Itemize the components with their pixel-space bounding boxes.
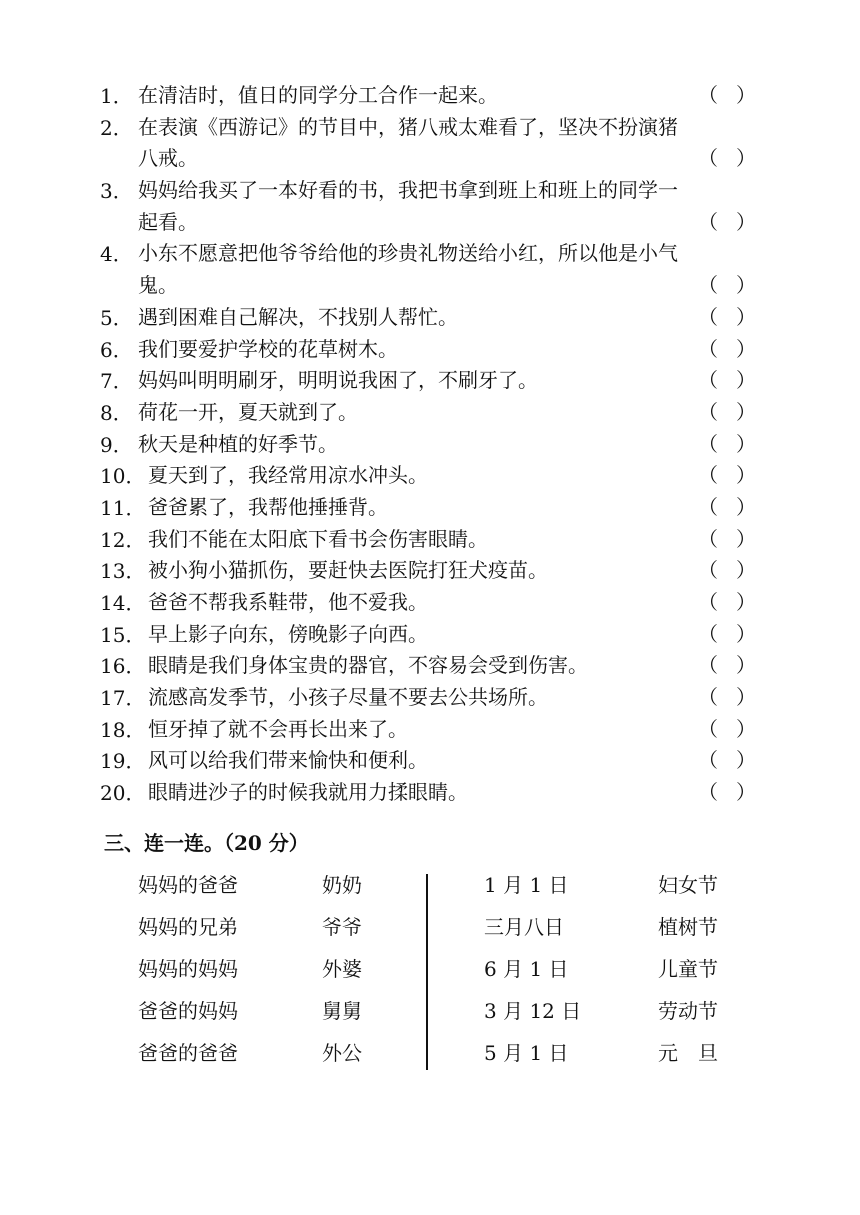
item-number: 20． [100, 781, 146, 806]
answer-blank[interactable] [698, 429, 756, 461]
date-cell[interactable]: 5 月 1 日 [484, 1041, 569, 1065]
item-text: 小东不愿意把他爷爷给他的珍贵礼物送给小红，所以他是小气 [138, 241, 678, 266]
answer-blank[interactable] [698, 302, 756, 334]
paren-open: （ [698, 273, 718, 298]
paren-open: （ [698, 83, 718, 107]
paren-close: ） [736, 304, 756, 329]
item-number: 11． [100, 495, 146, 520]
judgement-item [100, 745, 760, 777]
item-text: 眼睛是我们身体宝贵的器官，不容易会受到伤害。 [148, 653, 588, 678]
relation-cell[interactable]: 妈妈的爸爸 [138, 873, 238, 897]
judgement-item [100, 112, 760, 175]
item-number: 10． [100, 464, 146, 489]
item-number: 2． [100, 115, 133, 140]
relation-cell[interactable]: 爸爸的妈妈 [138, 999, 238, 1023]
answer-blank[interactable] [698, 619, 756, 651]
paren-open: （ [698, 748, 718, 773]
item-text: 起看。 [138, 209, 198, 234]
date-cell[interactable]: 3 月 12 日 [484, 999, 582, 1023]
festival-cell[interactable]: 植树节 [658, 915, 718, 939]
answer-blank[interactable] [698, 80, 756, 112]
date-column [484, 864, 581, 1074]
paren-close: ） [736, 463, 756, 488]
festival-cell[interactable]: 妇女节 [658, 873, 718, 897]
column-divider [426, 874, 428, 1070]
judgement-item [100, 777, 760, 809]
item-number: 19． [100, 749, 146, 774]
answer-blank[interactable] [698, 524, 756, 556]
item-text: 妈妈给我买了一本好看的书，我把书拿到班上和班上的同学一 [138, 178, 678, 203]
judgement-item [100, 524, 760, 556]
paren-open: （ [698, 399, 718, 424]
item-text: 风可以给我们带来愉快和便利。 [148, 748, 428, 773]
item-text: 夏天到了，我经常用凉水冲头。 [148, 463, 428, 488]
judgement-list [100, 80, 760, 809]
paren-open: （ [698, 494, 718, 519]
judgement-item [100, 365, 760, 397]
paren-close: ） [736, 558, 756, 583]
answer-blank[interactable] [698, 460, 756, 492]
judgement-item [100, 429, 760, 461]
item-number: 12． [100, 527, 146, 552]
answer-blank[interactable] [698, 745, 756, 777]
matching-exercise [138, 864, 758, 1074]
paren-open: （ [698, 431, 718, 456]
item-text: 早上影子向东，傍晚影子向西。 [148, 621, 428, 646]
judgement-item [100, 238, 760, 301]
item-text: 我们要爱护学校的花草树木。 [138, 336, 398, 361]
paren-close: ） [736, 83, 756, 107]
answer-blank[interactable] [698, 777, 756, 809]
answer-blank[interactable] [698, 682, 756, 714]
paren-close: ） [736, 621, 756, 646]
paren-open: （ [698, 716, 718, 741]
item-text: 遇到困难自己解决，不找别人帮忙。 [138, 304, 458, 329]
item-number: 17． [100, 686, 146, 711]
festival-cell[interactable]: 劳动节 [658, 999, 718, 1023]
item-text: 妈妈叫明明刷牙，明明说我困了，不刷牙了。 [138, 368, 538, 393]
item-text: 秋天是种植的好季节。 [138, 431, 338, 456]
paren-close: ） [736, 590, 756, 614]
paren-close: ） [736, 399, 756, 424]
judgement-item [100, 492, 760, 524]
item-number: 5． [100, 305, 133, 330]
answer-blank[interactable] [698, 270, 756, 302]
paren-close: ） [736, 336, 756, 361]
paren-open: （ [698, 209, 718, 234]
paren-open: （ [698, 590, 718, 614]
item-text: 爸爸累了，我帮他捶捶背。 [148, 494, 388, 519]
paren-open: （ [698, 304, 718, 329]
item-number: 3． [100, 179, 133, 204]
judgement-item [100, 714, 760, 746]
paren-close: ） [736, 209, 756, 234]
judgement-item [100, 175, 760, 238]
paren-open: （ [698, 558, 718, 583]
kinship-title-column [322, 864, 362, 1074]
item-number: 9． [100, 432, 133, 457]
item-number: 4． [100, 242, 133, 267]
paren-close: ） [736, 780, 756, 805]
item-number: 18． [100, 717, 146, 742]
judgement-item [100, 397, 760, 429]
paren-close: ） [736, 368, 756, 393]
item-text: 荷花一开，夏天就到了。 [138, 399, 358, 424]
date-cell[interactable]: 6 月 1 日 [484, 957, 569, 981]
judgement-item [100, 587, 760, 619]
paren-open: （ [698, 336, 718, 361]
item-number: 7． [100, 369, 133, 394]
answer-blank[interactable] [698, 334, 756, 366]
kinship-title-cell[interactable]: 舅舅 [322, 999, 362, 1023]
item-text: 恒牙掉了就不会再长出来了。 [148, 716, 408, 741]
relation-cell[interactable]: 妈妈的妈妈 [138, 957, 238, 981]
paren-close: ） [736, 685, 756, 710]
section-title: 三、连一连。（20 分） [104, 831, 309, 855]
paren-close: ） [736, 146, 756, 171]
festival-cell[interactable]: 儿童节 [658, 957, 718, 981]
item-text: 我们不能在太阳底下看书会伤害眼睛。 [148, 526, 488, 551]
judgement-item [100, 619, 760, 651]
paren-close: ） [736, 748, 756, 773]
paren-close: ） [736, 273, 756, 298]
paren-open: （ [698, 526, 718, 551]
item-text: 在清洁时，值日的同学分工合作一起来。 [138, 83, 498, 107]
judgement-item [100, 80, 760, 112]
paren-close: ） [736, 494, 756, 519]
item-text: 鬼。 [138, 273, 178, 298]
answer-blank[interactable] [698, 492, 756, 524]
item-number: 8． [100, 400, 133, 425]
kinship-title-cell[interactable]: 爷爷 [322, 915, 362, 939]
paren-open: （ [698, 621, 718, 646]
relation-cell[interactable]: 爸爸的爸爸 [138, 1041, 238, 1065]
answer-blank[interactable] [698, 555, 756, 587]
item-number: 6． [100, 337, 133, 362]
paren-open: （ [698, 653, 718, 678]
date-cell[interactable]: 三月八日 [484, 915, 564, 939]
item-text: 眼睛进沙子的时候我就用力揉眼睛。 [148, 780, 468, 805]
answer-blank[interactable] [698, 365, 756, 397]
judgement-item [100, 302, 760, 334]
answer-blank[interactable] [698, 714, 756, 746]
item-number: 14． [100, 591, 146, 615]
item-text: 流感高发季节，小孩子尽量不要去公共场所。 [148, 685, 548, 710]
item-text: 被小狗小猫抓伤，要赶快去医院打狂犬疫苗。 [148, 558, 548, 583]
paren-open: （ [698, 368, 718, 393]
judgement-item [100, 555, 760, 587]
relation-column [138, 864, 238, 1074]
judgement-item [100, 460, 760, 492]
judgement-item [100, 682, 760, 714]
item-text: 爸爸不帮我系鞋带，他不爱我。 [148, 590, 428, 614]
paren-close: ） [736, 653, 756, 678]
kinship-title-cell[interactable]: 外婆 [322, 957, 362, 981]
date-cell[interactable]: 1 月 1 日 [484, 873, 569, 897]
item-text: 八戒。 [138, 146, 198, 171]
paren-close: ） [736, 526, 756, 551]
festival-cell[interactable]: 元 旦 [658, 1041, 718, 1065]
answer-blank[interactable] [698, 650, 756, 682]
paren-open: （ [698, 146, 718, 171]
item-number: 15． [100, 622, 146, 647]
paren-close: ） [736, 431, 756, 456]
festival-column [658, 864, 718, 1074]
judgement-item [100, 334, 760, 366]
paren-open: （ [698, 685, 718, 710]
answer-blank[interactable] [698, 587, 756, 619]
item-number: 1． [100, 84, 133, 108]
answer-blank[interactable] [698, 207, 756, 239]
item-text: 在表演《西游记》的节目中，猪八戒太难看了，坚决不扮演猪 [138, 114, 678, 139]
item-number: 13． [100, 559, 146, 584]
paren-close: ） [736, 716, 756, 741]
answer-blank[interactable] [698, 143, 756, 175]
judgement-item [100, 650, 760, 682]
relation-cell[interactable]: 妈妈的兄弟 [138, 915, 238, 939]
kinship-title-cell[interactable]: 奶奶 [322, 873, 362, 897]
paren-open: （ [698, 463, 718, 488]
kinship-title-cell[interactable]: 外公 [322, 1041, 362, 1065]
item-number: 16． [100, 654, 146, 679]
paren-open: （ [698, 780, 718, 805]
answer-blank[interactable] [698, 397, 756, 429]
